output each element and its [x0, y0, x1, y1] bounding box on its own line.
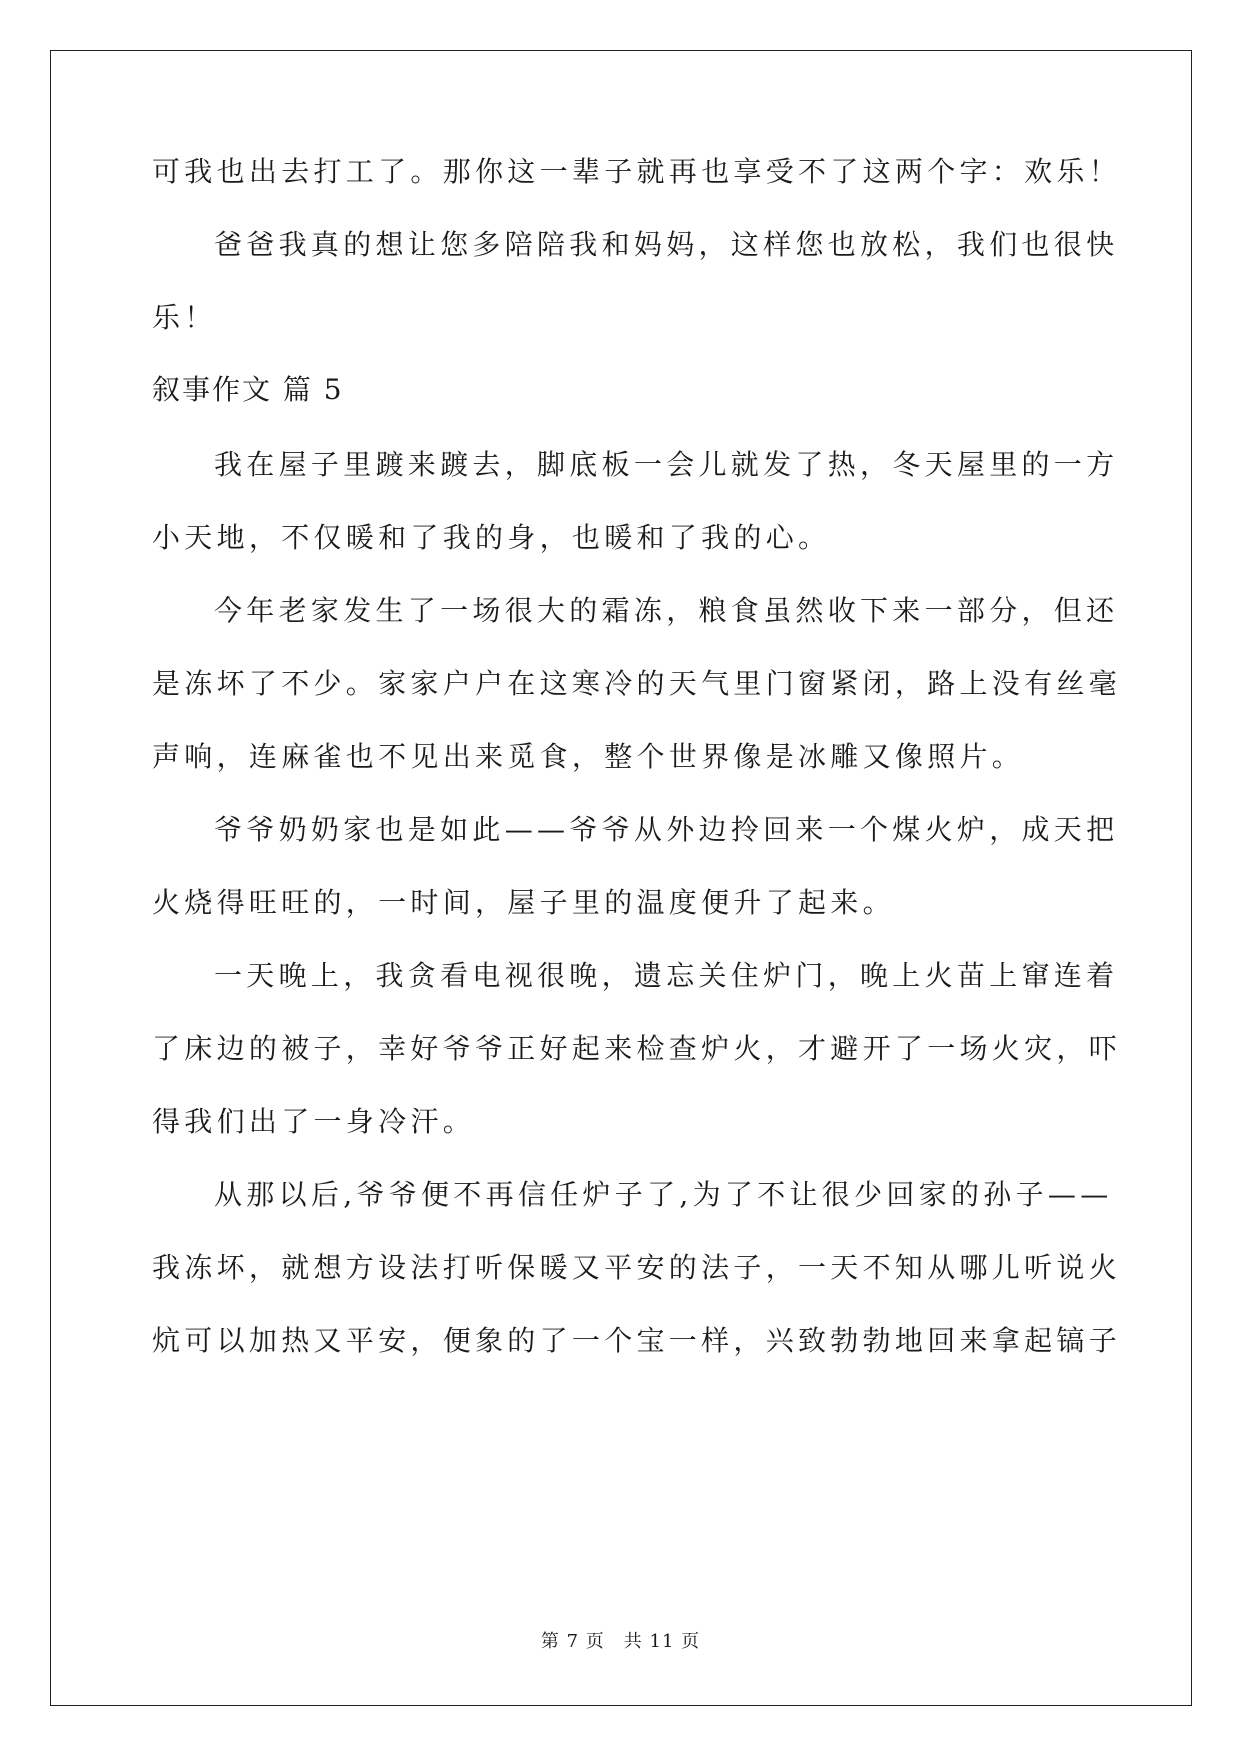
paragraph-line: 我冻坏，就想方设法打听保暖又平安的法子，一天不知从哪儿听说火 [152, 1251, 1122, 1284]
section-heading: 叙事作文 篇 5 [152, 373, 344, 406]
paragraph-line: 一天晚上，我贪看电视很晚，遗忘关住炉门，晚上火苗上窜连着 [214, 959, 1119, 992]
paragraph-line: 今年老家发生了一场很大的霜冻，粮食虽然收下来一部分，但还 [214, 594, 1119, 627]
paragraph-line: 爸爸我真的想让您多陪陪我和妈妈，这样您也放松，我们也很快 [214, 228, 1119, 261]
paragraph-line: 我在屋子里踱来踱去，脚底板一会儿就发了热，冬天屋里的一方 [214, 448, 1119, 481]
paragraph-line: 可我也出去打工了。那你这一辈子就再也享受不了这两个字：欢乐！ [152, 155, 1122, 188]
paragraph-line: 炕可以加热又平安，便象的了一个宝一样，兴致勃勃地回来拿起镐子 [152, 1324, 1122, 1357]
paragraph-line: 得我们出了一身冷汗。 [152, 1105, 476, 1138]
paragraph-line: 乐！ [152, 301, 217, 334]
paragraph-line: 从那以后,爷爷便不再信任炉子了,为了不让很少回家的孙子—— [214, 1178, 1113, 1211]
paragraph-line: 火烧得旺旺的，一时间，屋子里的温度便升了起来。 [152, 886, 895, 919]
paragraph-line: 是冻坏了不少。家家户户在这寒冷的天气里门窗紧闭，路上没有丝毫 [152, 667, 1122, 700]
page-number: 第 7 页 共 11 页 [540, 1631, 701, 1652]
paragraph-line: 小天地，不仅暖和了我的身，也暖和了我的心。 [152, 521, 831, 554]
paragraph-line: 了床边的被子，幸好爷爷正好起来检查炉火，才避开了一场火灾，吓 [152, 1032, 1122, 1065]
paragraph-line: 爷爷奶奶家也是如此——爷爷从外边拎回来一个煤火炉，成天把 [214, 813, 1119, 846]
paragraph-line: 声响，连麻雀也不见出来觅食，整个世界像是冰雕又像照片。 [152, 740, 1025, 773]
